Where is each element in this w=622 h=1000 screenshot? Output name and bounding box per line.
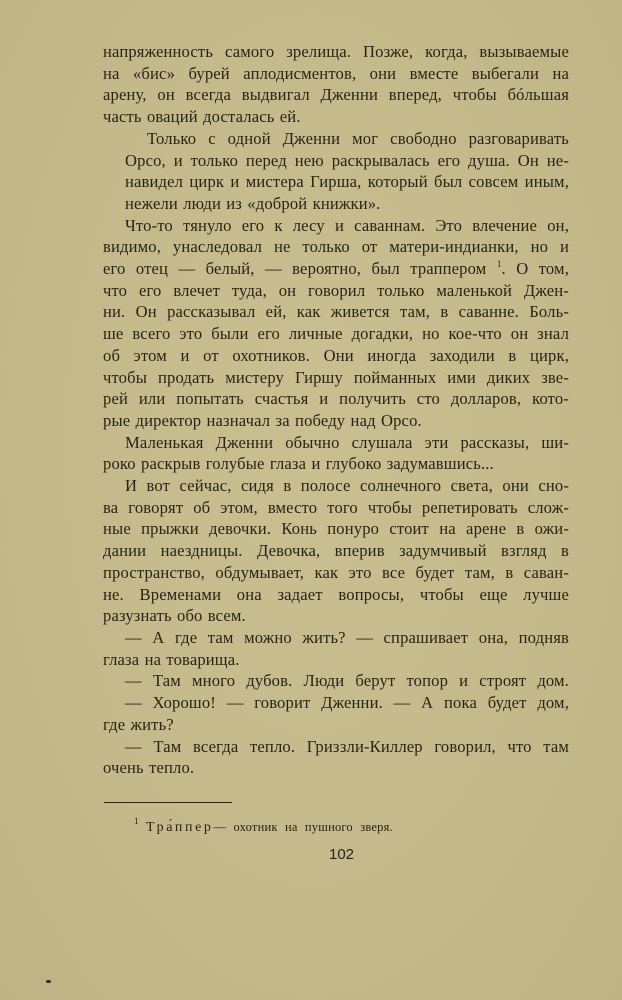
text-line: об этом и от охотников. Они иногда заходили в цирк,	[103, 345, 569, 365]
dialogue-4	[103, 736, 569, 779]
text-line: где жить?	[103, 714, 174, 734]
text-line: дании наездницы. Девочка, вперив задумчивый взгляд в	[103, 541, 569, 561]
text-line: ни. Он рассказывал ей, как живется там, в саванне. Боль-	[103, 302, 569, 322]
paragraph-4	[103, 432, 569, 475]
paper-speck	[46, 980, 51, 983]
text-line-with-footnote	[103, 258, 569, 280]
text-line: рые директор назначал за победу над Орсо.	[103, 410, 422, 430]
text-line: ные прыжки девочки. Конь понуро стоит на арене в ожи-	[103, 519, 569, 539]
text-line: Маленькая Дженни обычно слушала эти рассказы, ши-	[125, 432, 569, 452]
footnote-divider	[104, 802, 232, 803]
text-line: разузнать обо всем.	[103, 606, 246, 626]
text-line: часть оваций досталась ей.	[103, 107, 301, 127]
text-line: И вот сейчас, сидя в полосе солнечного света, они сно-	[125, 476, 569, 496]
dialogue-3	[103, 692, 569, 735]
text-line: — А где там можно жить? — спрашивает она, подняв	[125, 627, 569, 647]
text-line: роко раскрыв голубые глаза и глубоко задумавшись...	[103, 454, 494, 474]
text-line: напряженность самого зрелища. Позже, когда, вызываемые	[103, 42, 569, 61]
body-text	[103, 41, 569, 779]
paragraph-2	[103, 128, 569, 215]
text-line: навидел цирк и мистера Гирша, который был совсем иным,	[125, 172, 569, 192]
text-line: на «бис» бурей аплодисментов, они вместе выбегали на	[103, 63, 569, 83]
text-line: арену, он всегда выдвигал Дженни вперед, чтобы бóльшая	[103, 85, 569, 105]
text-line: — Там много дубов. Люди берут топор и строят дом.	[125, 671, 569, 691]
footnote	[134, 816, 393, 836]
text-line: — Хорошо! — говорит Дженни. — А пока будет дом,	[125, 693, 569, 713]
paragraph-5	[103, 475, 569, 627]
text-segment: . О том,	[501, 259, 569, 279]
text-line: чтобы продать мистеру Гиршу пойманных ими диких зве-	[103, 367, 569, 387]
text-line: ше всего это были его личные догадки, но кое-что он знал	[103, 324, 569, 344]
text-line: — Там всегда тепло. Гриззли-Киллер говорил, что там	[125, 736, 569, 756]
footnote-term: Тра́ппер	[146, 820, 214, 835]
text-line: глаза на товарища.	[103, 649, 240, 669]
text-segment: его отец — белый, — вероятно, был траппером	[103, 259, 487, 279]
text-line: нежели люди из «доброй книжки».	[125, 193, 381, 213]
text-line: Орсо, и только перед нею раскрывалась его душа. Он не-	[125, 150, 569, 170]
text-line: Только с одной Дженни мог свободно разговаривать	[147, 128, 569, 148]
text-line: видимо, унаследовал не только от матери-индианки, но и	[103, 237, 569, 257]
text-line: очень тепло.	[103, 758, 195, 778]
footnote-marker: 1	[134, 816, 139, 826]
text-line: не. Временами она задает вопросы, чтобы еще лучше	[103, 584, 569, 604]
dialogue-2	[103, 670, 569, 692]
text-line: рей или попытать счастья и получить сто долларов, кото-	[103, 389, 569, 409]
paragraph-3	[103, 215, 569, 432]
text-line: Что-то тянуло его к лесу и саваннам. Это влечение он,	[125, 215, 569, 235]
text-line: ва говорят об этом, вместо того чтобы репетировать слож-	[103, 497, 569, 517]
paragraph-1	[103, 41, 569, 128]
footnote-definition: — охотник на пушного зверя.	[213, 820, 393, 834]
dialogue-1	[103, 627, 569, 670]
text-line: пространство, обдумывает, как это все будет там, в саван-	[103, 562, 569, 582]
page-number: 102	[329, 846, 355, 863]
text-line: что его влечет туда, он говорил только маленькой Джен-	[103, 280, 569, 300]
footnote-reference[interactable]: 1	[496, 259, 502, 270]
